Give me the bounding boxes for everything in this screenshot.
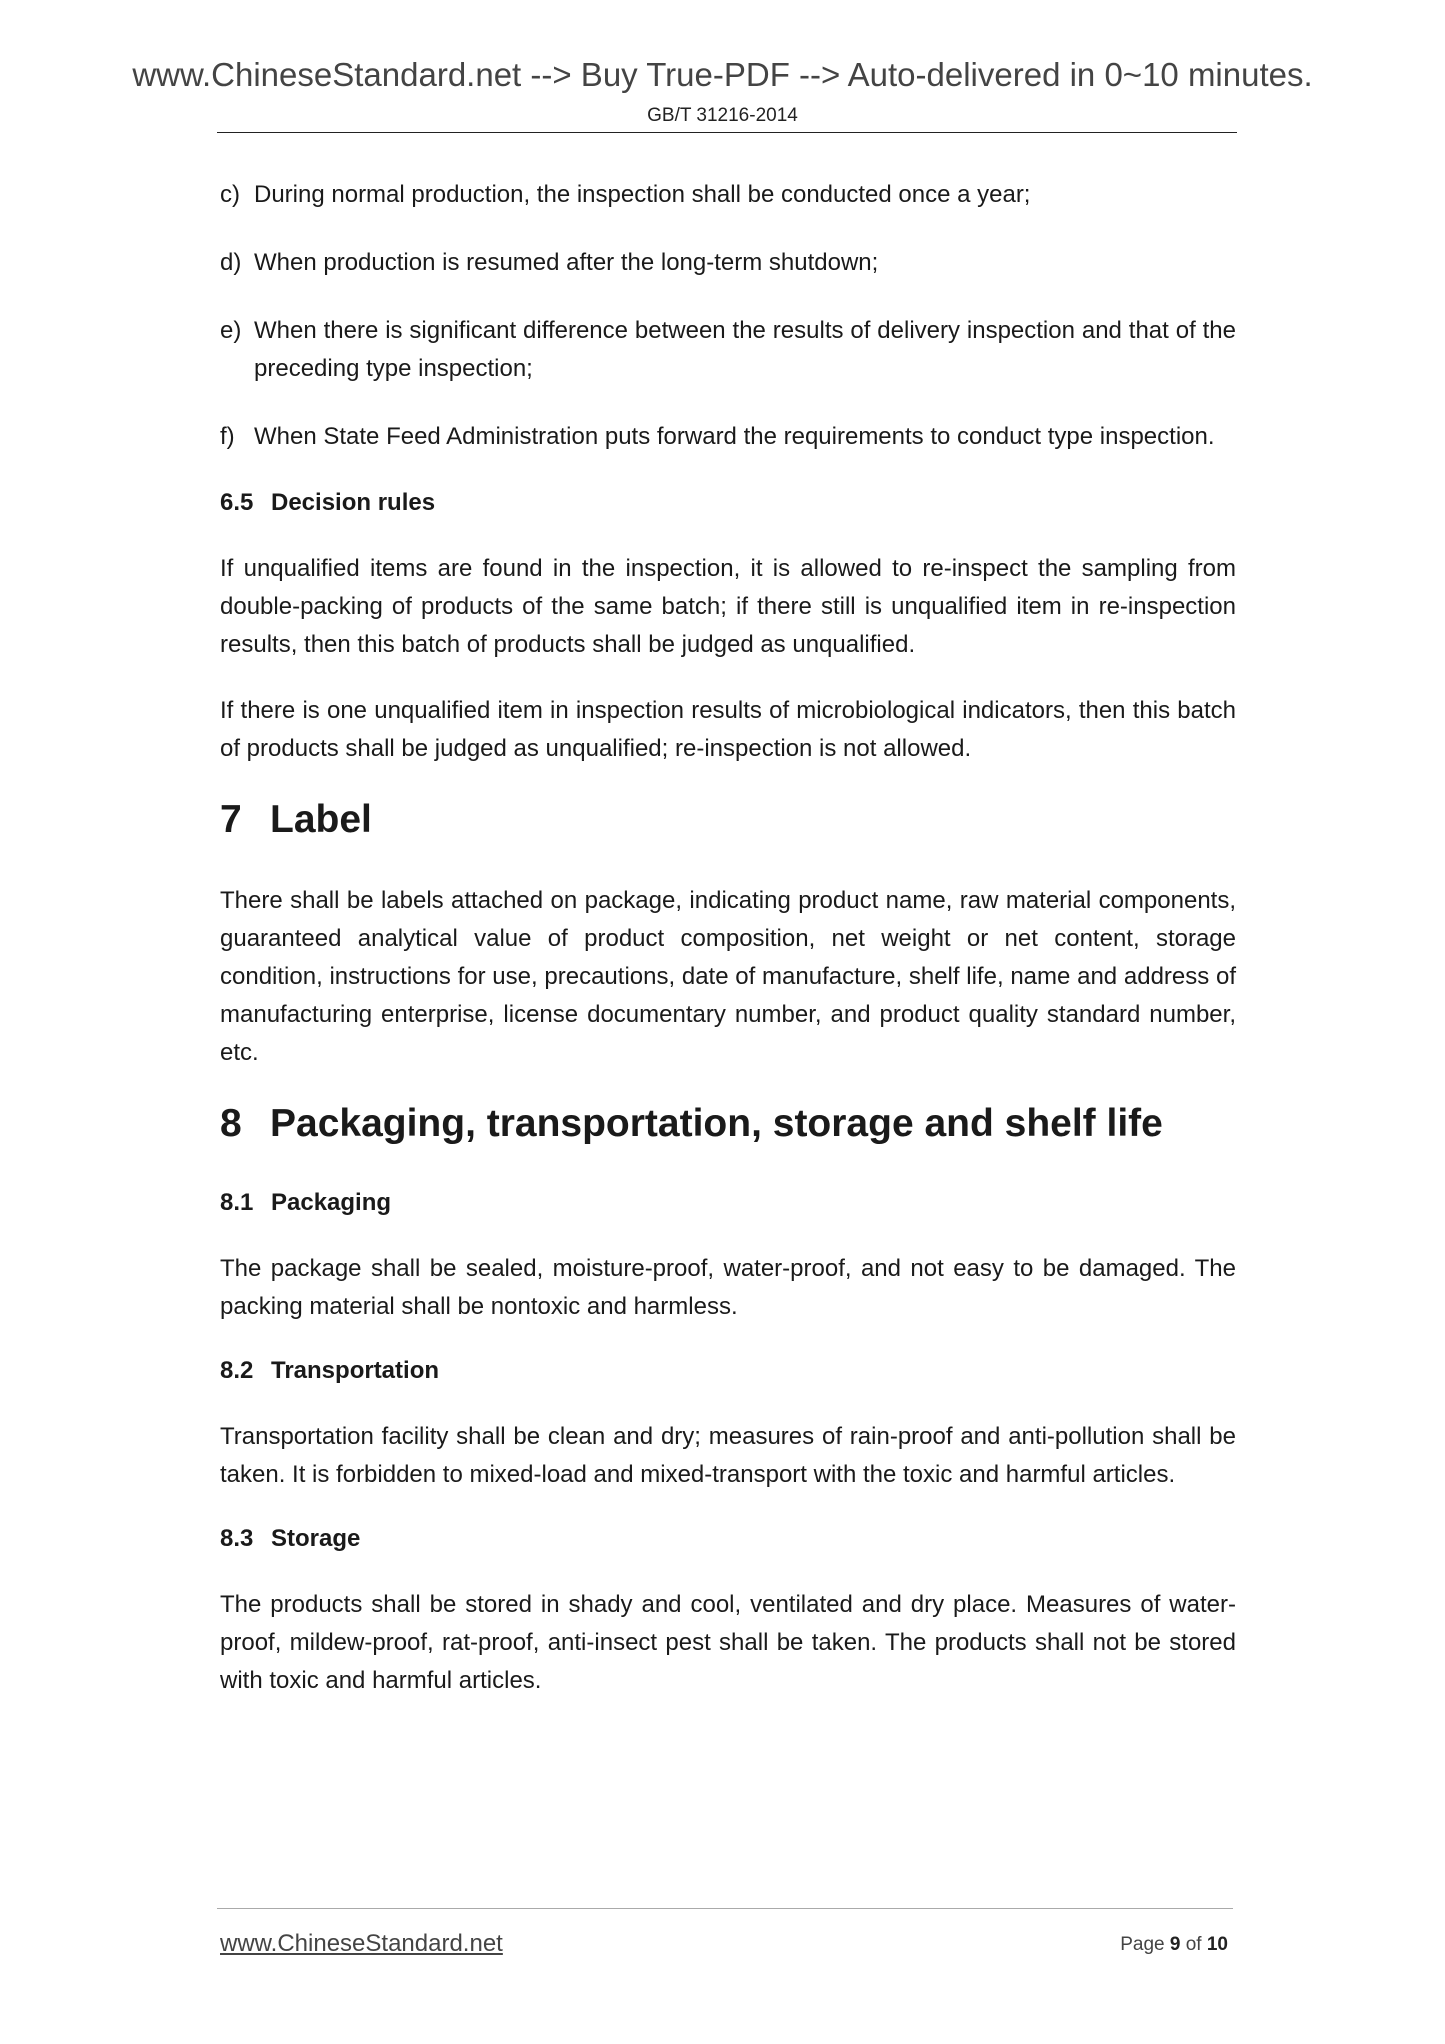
standard-code: GB/T 31216-2014 [647,105,798,126]
list-marker: c) [220,181,240,208]
list-marker: d) [220,249,242,276]
heading-number: 8.1 [220,1189,254,1216]
heading-title: Packaging [271,1189,392,1216]
list-item-c [220,176,1236,214]
heading-title: Label [270,798,372,841]
page-label: Page [1120,1934,1165,1955]
heading-title: Packaging, transportation, storage and shelf life [270,1102,1163,1145]
paragraph-7-1: There shall be labels attached on package, indicating product name, raw material components, guaranteed analytical value of product composition, net weight or net content, storage condition, instructions for use, precautions, date of manufacture, shelf life, name and address of manufacturing enterprise, license documentary number, and product quality standard number, etc. [220,887,1236,1066]
heading-title: Transportation [271,1357,440,1384]
heading-title: Storage [271,1525,361,1552]
paragraph-8-1: The package shall be sealed, moisture-proof, water-proof, and not easy to be damaged. The packing material shall be nontoxic and harmless. [220,1255,1236,1320]
page-total: 10 [1206,1934,1228,1955]
heading-6-5 [220,484,1236,522]
footer-divider [217,1908,1233,1909]
heading-number: 8.3 [220,1525,254,1552]
footer-site-link[interactable]: www.ChineseStandard.net [220,1930,503,1957]
list-text: During normal production, the inspection shall be conducted once a year; [254,181,1031,208]
list-item-e [220,312,1236,388]
list-marker: f) [220,423,235,450]
list-marker: e) [220,317,242,344]
heading-number: 8.2 [220,1357,254,1384]
paragraph-6-5-2: If there is one unqualified item in inspection results of microbiological indicators, then this batch of products shall be judged as unqualified; re-inspection is not allowed. [220,697,1236,762]
heading-7 [220,796,1236,844]
heading-8-1 [220,1184,1236,1222]
paragraph-6-5-1: If unqualified items are found in the inspection, it is allowed to re-inspect the sampling from double-packing of products of the same batch; if there still is unqualified item in re-inspection results, then this batch of products shall be judged as unqualified. [220,555,1236,658]
heading-number: 7 [220,798,242,841]
heading-8-3 [220,1520,1236,1558]
page-current: 9 [1169,1934,1181,1955]
document-body [220,176,1236,1728]
list-item-f [220,418,1236,456]
heading-number: 6.5 [220,489,254,516]
paragraph-8-3: The products shall be stored in shady and cool, ventilated and dry place. Measures of water-proof, mildew-proof, rat-proof, anti-insect pest shall be taken. The products shall not be stored with toxic and harmful articles. [220,1591,1236,1694]
page-of: of [1185,1934,1202,1955]
header-banner[interactable]: www.ChineseStandard.net --> Buy True-PDF --> Auto-delivered in 0~10 minutes. [132,56,1313,93]
header-divider [217,132,1237,133]
page-number [1120,1934,1228,1956]
list-text: When State Feed Administration puts forward the requirements to conduct type inspection. [254,423,1215,450]
heading-8 [220,1100,1236,1148]
list-item-d [220,244,1236,282]
list-text: When there is significant difference between the results of delivery inspection and that of the preceding type inspection; [254,317,1236,382]
heading-8-2 [220,1352,1236,1390]
list-text: When production is resumed after the long-term shutdown; [254,249,879,276]
heading-title: Decision rules [271,489,436,516]
paragraph-8-2: Transportation facility shall be clean and dry; measures of rain-proof and anti-pollution shall be taken. It is forbidden to mixed-load and mixed-transport with the toxic and harmful articles. [220,1423,1236,1488]
heading-number: 8 [220,1102,242,1145]
